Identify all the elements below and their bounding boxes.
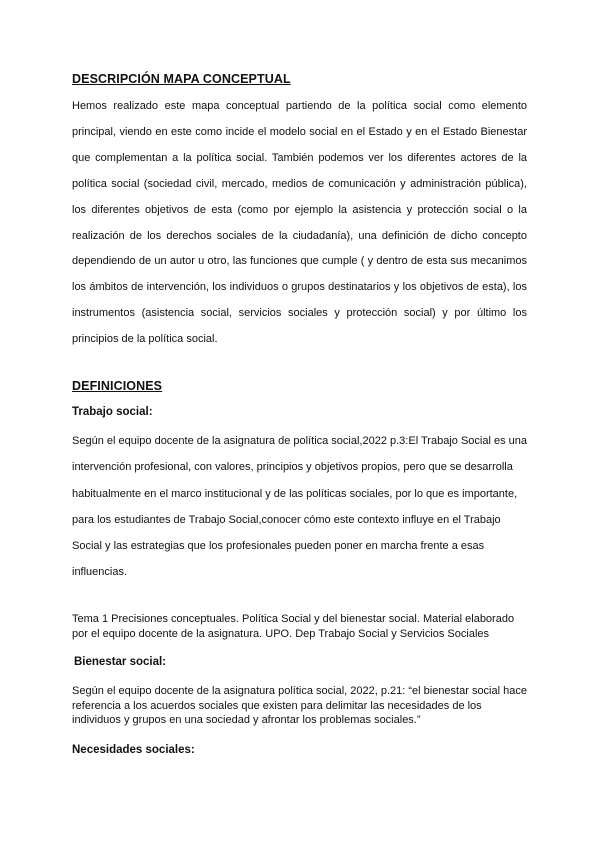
heading-mapa-conceptual: DESCRIPCIÓN MAPA CONCEPTUAL <box>72 72 291 86</box>
trabajo-social-title: Trabajo social: <box>72 406 153 418</box>
necesidades-sociales-title: Necesidades sociales: <box>72 744 195 756</box>
trabajo-social-text: Según el equipo docente de la asignatura de política social,2022 p.3:El Trabajo Social es una intervención profesional, con valores, principios y objetivos propios, pero que se desarrolla habitualmente en el marco institucional y de las políticas sociales, por lo que es importante, para los estudiantes de Trabajo Social,conocer cómo este contexto influye en el Trabajo Social y las estrategias que los profesionales pueden poner en marcha frente a esas influencias. <box>72 435 527 579</box>
source-note: Tema 1 Precisiones conceptuales. Política Social y del bienestar social. Material elaborado por el equipo docente de la asignatura. UPO. Dep Trabajo Social y Servicios Sociales <box>72 613 515 640</box>
intro-paragraph: Hemos realizado este mapa conceptual partiendo de la política social como elemento principal, viendo en este como incide el modelo social en el Estado y en el Estado Bienestar que complementan a la política social. También podemos ver los diferentes actores de la política social (sociedad civil, mercado, medios de comunicación y administración pública), los diferentes objetivos de esta (como por ejemplo la asistencia y protección social o la realización de los derechos sociales de la ciudadanía), una definición de dicho concepto dependiendo de un autor u otro, las funciones que cumple ( y dentro de esta sus mecanimos los ámbitos de intervención, los individuos o grupos destinatarios y los objetivos de esta), los instrumentos (asistencia social, servicios sociales y protección social) y por último los principios de la política social. <box>72 100 527 346</box>
bienestar-social-text: Según el equipo docente de la asignatura política social, 2022, p.21: “el bienestar social hace referencia a los acuerdos sociales que existen para delimitar las necesidades de los individuos y grupos en una sociedad y afrontar los problemas sociales.” <box>72 685 527 726</box>
heading-definiciones: DEFINICIONES <box>72 379 163 393</box>
bienestar-social-title: Bienestar social: <box>74 656 167 668</box>
